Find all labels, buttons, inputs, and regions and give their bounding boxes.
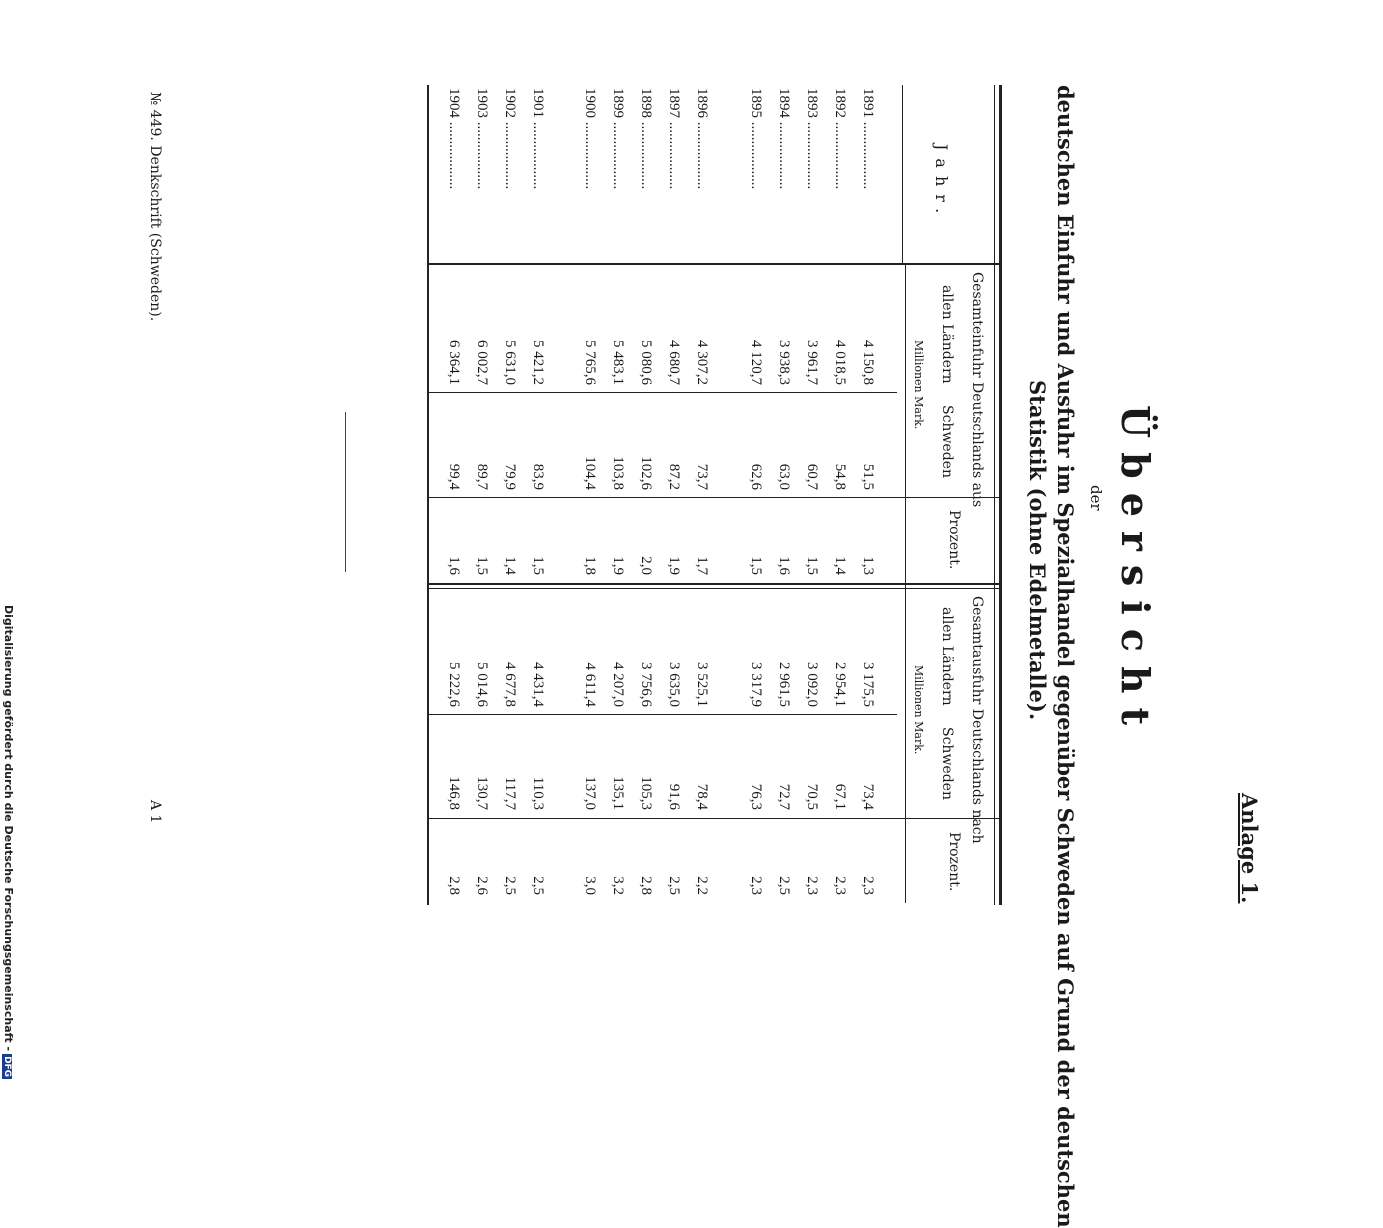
footer-reference: № 449. Denkschrift (Schweden). [147,92,163,322]
table-cell-imp-pct: 1,5 [474,556,490,575]
anlage-label: Anlage 1. [1237,793,1262,904]
table-cell-exp-pct: 2,2 [694,876,710,895]
table-cell-imp-pct: 1,4 [832,556,848,575]
table-cell-imp-all: 6 002,7 [474,340,490,385]
table-cell-imp-all: 4 680,7 [666,340,682,385]
document-subtitle-line1: deutschen Einfuhr und Ausfuhr im Spezialhandel gegenüber Schweden auf Grund der deutschen [1053,85,1078,1228]
table-cell-exp-all: 2 961,5 [776,662,792,707]
table-cell-imp-se: 99,4 [446,463,462,490]
footer-sheet: A 1 [147,800,163,824]
table-cell-exp-pct: 2,5 [502,876,518,895]
table-cell-imp-se: 102,6 [638,456,654,490]
table-cell-imp-pct: 1,8 [582,556,598,575]
table-cell-exp-pct: 3,0 [582,876,598,895]
table-cell-imp-se: 104,4 [582,456,598,490]
table-cell-imp-se: 89,7 [474,463,490,490]
table-cell-year: 1896 .................. [694,88,710,190]
header-import-sweden: Schweden [939,405,955,478]
document-title: Übersicht [1113,405,1158,740]
header-import-unit: Millionen Mark. [912,340,925,430]
table-cell-imp-all: 4 120,7 [748,340,764,385]
table-cell-imp-pct: 1,7 [694,556,710,575]
table-cell-exp-se: 67,1 [832,783,848,810]
table-cell-imp-all: 3 961,7 [804,340,820,385]
table-cell-imp-pct: 1,6 [776,556,792,575]
table-cell-exp-pct: 2,6 [474,876,490,895]
header-export-sweden: Schweden [939,727,955,800]
table-cell-imp-se: 87,2 [666,463,682,490]
table-cell-year: 1902 .................. [502,88,518,190]
table-cell-exp-se: 135,1 [610,776,626,810]
table-cell-exp-pct: 2,3 [832,876,848,895]
table-cell-exp-all: 4 677,8 [502,662,518,707]
document-subtitle-line2: Statistik (ohne Edelmetalle). [1025,380,1050,721]
table-cell-exp-pct: 2,8 [446,876,462,895]
table-cell-year: 1903 .................. [474,88,490,190]
table-cell-imp-se: 73,7 [694,463,710,490]
table-cell-exp-pct: 2,5 [530,876,546,895]
table-cell-exp-pct: 2,5 [666,876,682,895]
table-cell-exp-all: 5 014,6 [474,662,490,707]
table-cell-imp-se: 79,9 [502,463,518,490]
table-cell-imp-all: 5 483,1 [610,340,626,385]
table-cell-imp-pct: 1,9 [666,556,682,575]
header-separator-year [902,85,903,265]
table-cell-imp-all: 5 080,6 [638,340,654,385]
table-cell-exp-all: 3 635,0 [666,662,682,707]
table-cell-exp-se: 70,5 [804,783,820,810]
table-cell-exp-pct: 2,3 [860,876,876,895]
header-export-all: allen Ländern [939,607,955,706]
table-cell-imp-se: 62,6 [748,463,764,490]
table-cell-imp-pct: 1,4 [502,556,518,575]
table-top-rule-thin [994,85,995,905]
table-cell-exp-all: 3 525,1 [694,662,710,707]
table-cell-exp-se: 78,4 [694,783,710,810]
header-export-percent: Prozent. [946,832,962,892]
table-cell-imp-all: 4 018,5 [832,340,848,385]
table-cell-exp-se: 76,3 [748,783,764,810]
separator-rule [345,412,346,572]
table-cell-exp-all: 2 954,1 [832,662,848,707]
table-cell-imp-se: 103,8 [610,456,626,490]
table-cell-year: 1899 .................. [610,88,626,190]
table-cell-imp-all: 5 631,0 [502,340,518,385]
dfg-logo: DFG [2,1056,12,1078]
table-cell-year: 1893 .................. [804,88,820,190]
table-cell-exp-se: 72,7 [776,783,792,810]
table-cell-year: 1897 .................. [666,88,682,190]
header-year: Jahr. [932,144,951,222]
table-cell-year: 1892 .................. [832,88,848,190]
table-cell-exp-se: 137,0 [582,776,598,810]
table-cell-exp-all: 3 092,0 [804,662,820,707]
table-cell-exp-all: 4 431,4 [530,662,546,707]
table-cell-imp-all: 5 421,2 [530,340,546,385]
table-cell-exp-pct: 3,2 [610,876,626,895]
header-export-unit: Millionen Mark. [912,665,925,755]
table-cell-exp-all: 3 175,5 [860,662,876,707]
table-cell-imp-pct: 1,5 [530,556,546,575]
table-cell-year: 1898 .................. [638,88,654,190]
table-cell-year: 1904 .................. [446,88,462,190]
table-cell-imp-pct: 1,5 [748,556,764,575]
table-cell-exp-se: 73,4 [860,783,876,810]
table-cell-imp-se: 83,9 [530,463,546,490]
table-cell-exp-all: 3 756,6 [638,662,654,707]
table-cell-year: 1894 .................. [776,88,792,190]
table-cell-exp-all: 4 611,4 [582,662,598,707]
header-import-percent: Prozent. [946,510,962,570]
header-export-group: Gesamtausfuhr Deutschlands nach [969,596,985,844]
table-cell-exp-se: 117,7 [502,776,518,810]
digitization-credit [2,605,15,1079]
table-cell-imp-all: 5 765,6 [582,340,598,385]
col-sep-export-2 [427,588,1002,589]
table-cell-exp-all: 5 222,6 [446,662,462,707]
table-cell-exp-se: 130,7 [474,776,490,810]
table-cell-imp-pct: 1,5 [804,556,820,575]
table-cell-exp-pct: 2,3 [748,876,764,895]
table-cell-imp-pct: 2,0 [638,556,654,575]
table-cell-imp-pct: 1,3 [860,556,876,575]
table-cell-imp-all: 6 364,1 [446,340,462,385]
table-cell-imp-all: 4 307,2 [694,340,710,385]
table-cell-imp-se: 51,5 [860,463,876,490]
col-sep-year [427,263,1002,265]
table-cell-imp-pct: 1,6 [446,556,462,575]
table-cell-year: 1891 .................. [860,88,876,190]
table-cell-exp-se: 110,3 [530,776,546,810]
table-cell-imp-pct: 1,9 [610,556,626,575]
table-cell-imp-all: 3 938,3 [776,340,792,385]
table-cell-exp-se: 146,8 [446,776,462,810]
table-cell-exp-all: 4 207,0 [610,662,626,707]
table-cell-imp-se: 63,0 [776,463,792,490]
table-cell-exp-pct: 2,3 [804,876,820,895]
table-cell-imp-se: 54,8 [832,463,848,490]
table-cell-imp-se: 60,7 [804,463,820,490]
table-cell-year: 1900 .................. [582,88,598,190]
table-cell-exp-pct: 2,5 [776,876,792,895]
table-bottom-rule [427,85,429,905]
col-sep-export [427,583,1002,585]
table-cell-year: 1901 .................. [530,88,546,190]
table-cell-exp-se: 91,6 [666,783,682,810]
table-cell-year: 1895 .................. [748,88,764,190]
col-sep-imp-se [427,392,897,393]
table-cell-exp-se: 105,3 [638,776,654,810]
table-top-rule [999,85,1002,905]
header-import-group: Gesamteinfuhr Deutschlands aus [969,272,985,508]
title-connector: der [1087,485,1105,511]
digitization-text: Digitalisierung gefördert durch die Deutsche Forschungsgemeinschaft - [2,605,15,1052]
table-cell-imp-all: 4 150,8 [860,340,876,385]
col-sep-exp-se [427,714,897,715]
table-cell-exp-all: 3 317,9 [748,662,764,707]
table-cell-exp-pct: 2,8 [638,876,654,895]
header-import-all: allen Ländern [939,285,955,384]
